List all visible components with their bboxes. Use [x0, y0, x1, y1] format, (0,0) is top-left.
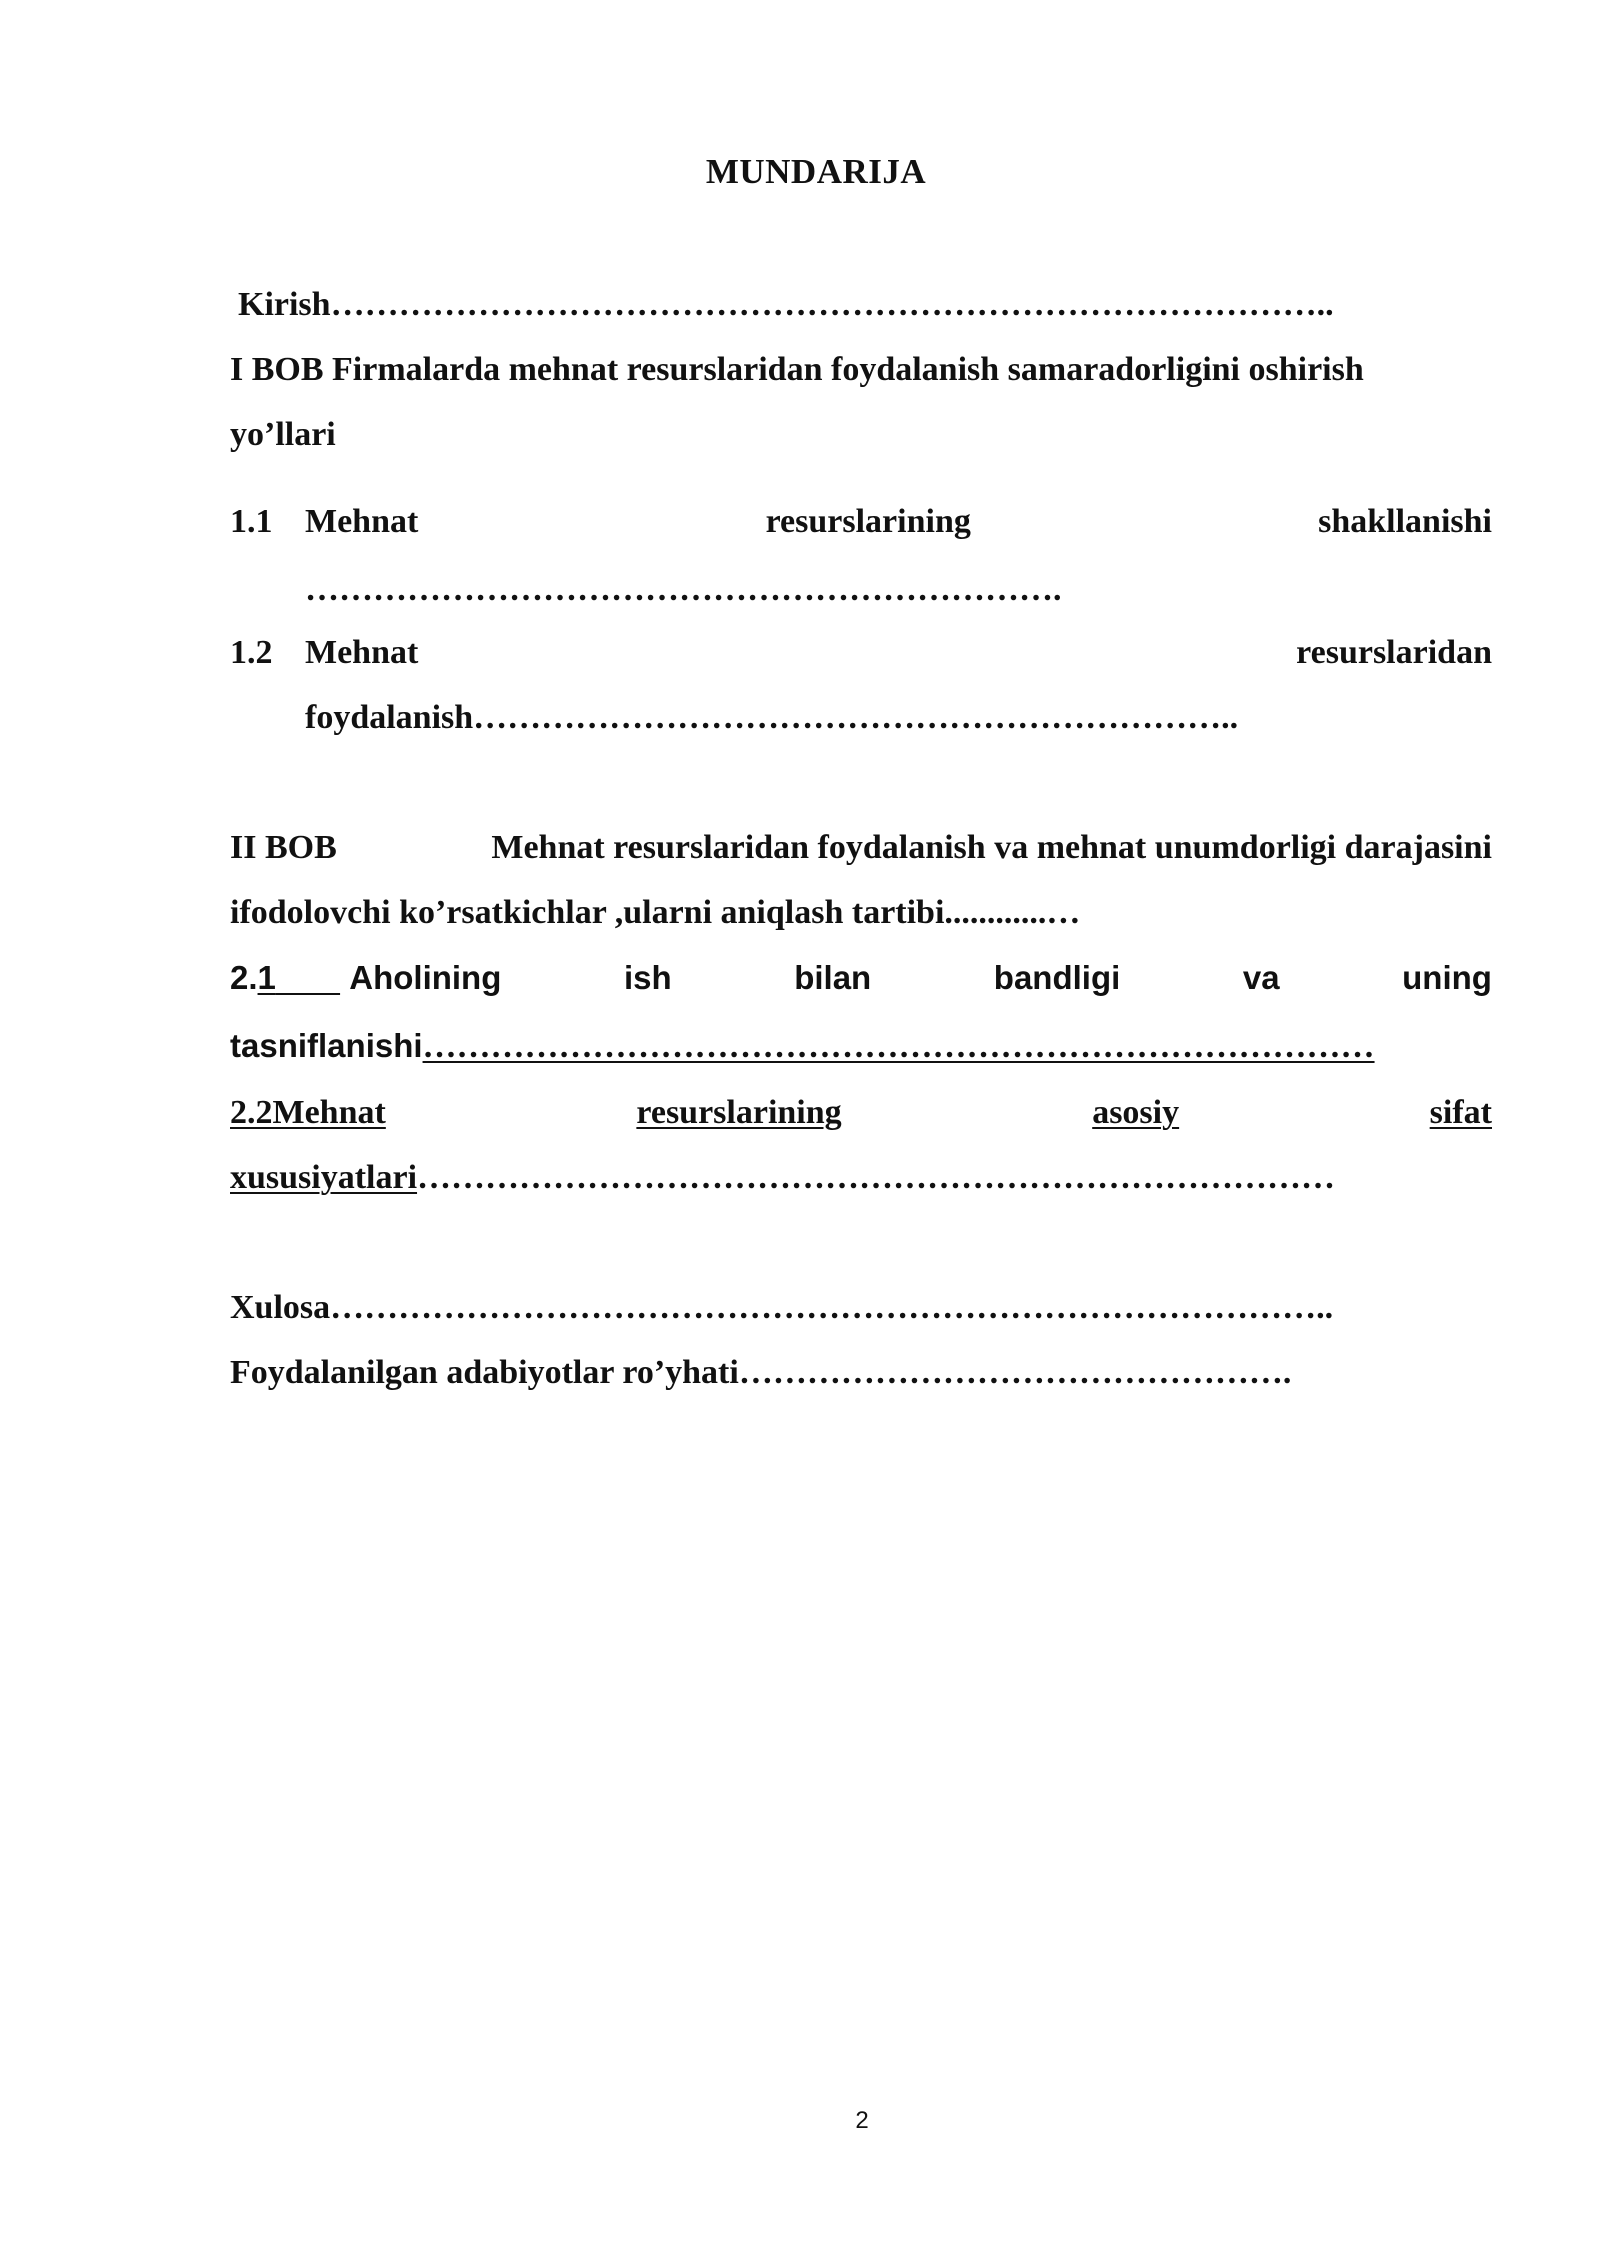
toc-section-1-1: [230, 502, 1492, 542]
toc-bob1-line1: [230, 350, 1492, 390]
toc-section-2-1-word6: uning: [1402, 959, 1492, 996]
toc-section-2-2-word1: 2.2Mehnat: [230, 1094, 386, 1131]
toc-kirish: Kirish……………………………………………………………………………..: [238, 286, 1334, 323]
toc-bob1-line2: yo’llari: [230, 416, 336, 453]
toc-section-1-2: [230, 633, 1492, 673]
toc-bob2-line1: [230, 828, 1492, 868]
toc-section-2-1-word1: Aholining: [349, 959, 502, 996]
toc-section-2-1-number-b: [258, 959, 341, 996]
toc-section-2-1-word3: bilan: [794, 959, 872, 996]
toc-section-1-2-word2: resurslaridan: [1296, 634, 1492, 671]
toc-section-1-2-lead: [230, 633, 418, 673]
toc-bob2-text: Mehnat resurslaridan foydalanish va mehnat unumdorligi darajasini: [491, 829, 1492, 866]
toc-section-1-1-number: 1.1: [230, 503, 273, 540]
toc-bob2-label: II BOB: [230, 829, 337, 866]
toc-section-2-2: [230, 1093, 1492, 1133]
toc-section-2-1-word2: ish: [623, 959, 672, 996]
toc-section-1-1-word3: shakllanishi: [1318, 503, 1492, 540]
toc-section-1-1-dots: ………………………………………………………….: [305, 571, 1062, 608]
toc-section-2-1-word4: bandligi: [993, 959, 1121, 996]
toc-section-2-1-blank: [276, 959, 340, 996]
toc-section-2-1: [230, 958, 1492, 998]
toc-section-2-2-line2-text: xususiyatlari: [230, 1159, 418, 1196]
toc-section-2-1-word5: va: [1242, 959, 1280, 996]
toc-xulosa: Xulosa……………………………………………………………………………..: [230, 1289, 1334, 1326]
toc-adabiyotlar: Foydalanilgan adabiyotlar ro’yhati………………………………………….: [230, 1354, 1292, 1391]
toc-section-2-2-line2-dots: ………………………………………………………………………: [417, 1159, 1336, 1196]
toc-section-2-2-word3: asosiy: [1092, 1094, 1180, 1131]
toc-section-2-1-number-b-text: 1: [257, 959, 276, 996]
toc-section-2-1-lead: [230, 958, 501, 998]
toc-section-2-1-line2-dots: …………………………………………………………………………: [422, 1028, 1375, 1065]
toc-section-1-2-line2: foydalanish…………………………………………………………..: [305, 699, 1239, 736]
toc-section-2-2-word2: resurslarining: [636, 1094, 842, 1131]
page-number: 2: [855, 2107, 869, 2134]
page-title: MUNDARIJA: [705, 152, 927, 191]
toc-bob2-line2: ifodolovchi ko’rsatkichlar ,ularni aniqlash tartibi............…: [230, 894, 1081, 931]
toc-section-2-1-line2-text: tasniflanishi: [230, 1027, 423, 1064]
toc-section-2-1-line2: [230, 1026, 1492, 1067]
toc-section-1-1-lead: [230, 502, 418, 542]
toc-section-1-2-word1: Mehnat: [305, 634, 419, 671]
toc-section-2-2-line2: [230, 1158, 1492, 1198]
toc-section-2-1-number-a: 2.: [230, 959, 258, 996]
toc-bob1-text: I BOB Firmalarda mehnat resurslaridan foydalanish samaradorligini oshirish: [230, 351, 1364, 388]
toc-section-1-1-word1: Mehnat: [305, 503, 419, 540]
toc-section-1-2-number: 1.2: [230, 634, 273, 671]
toc-section-1-1-word2: resurslarining: [765, 503, 971, 540]
toc-section-2-2-word4: sifat: [1429, 1094, 1492, 1131]
